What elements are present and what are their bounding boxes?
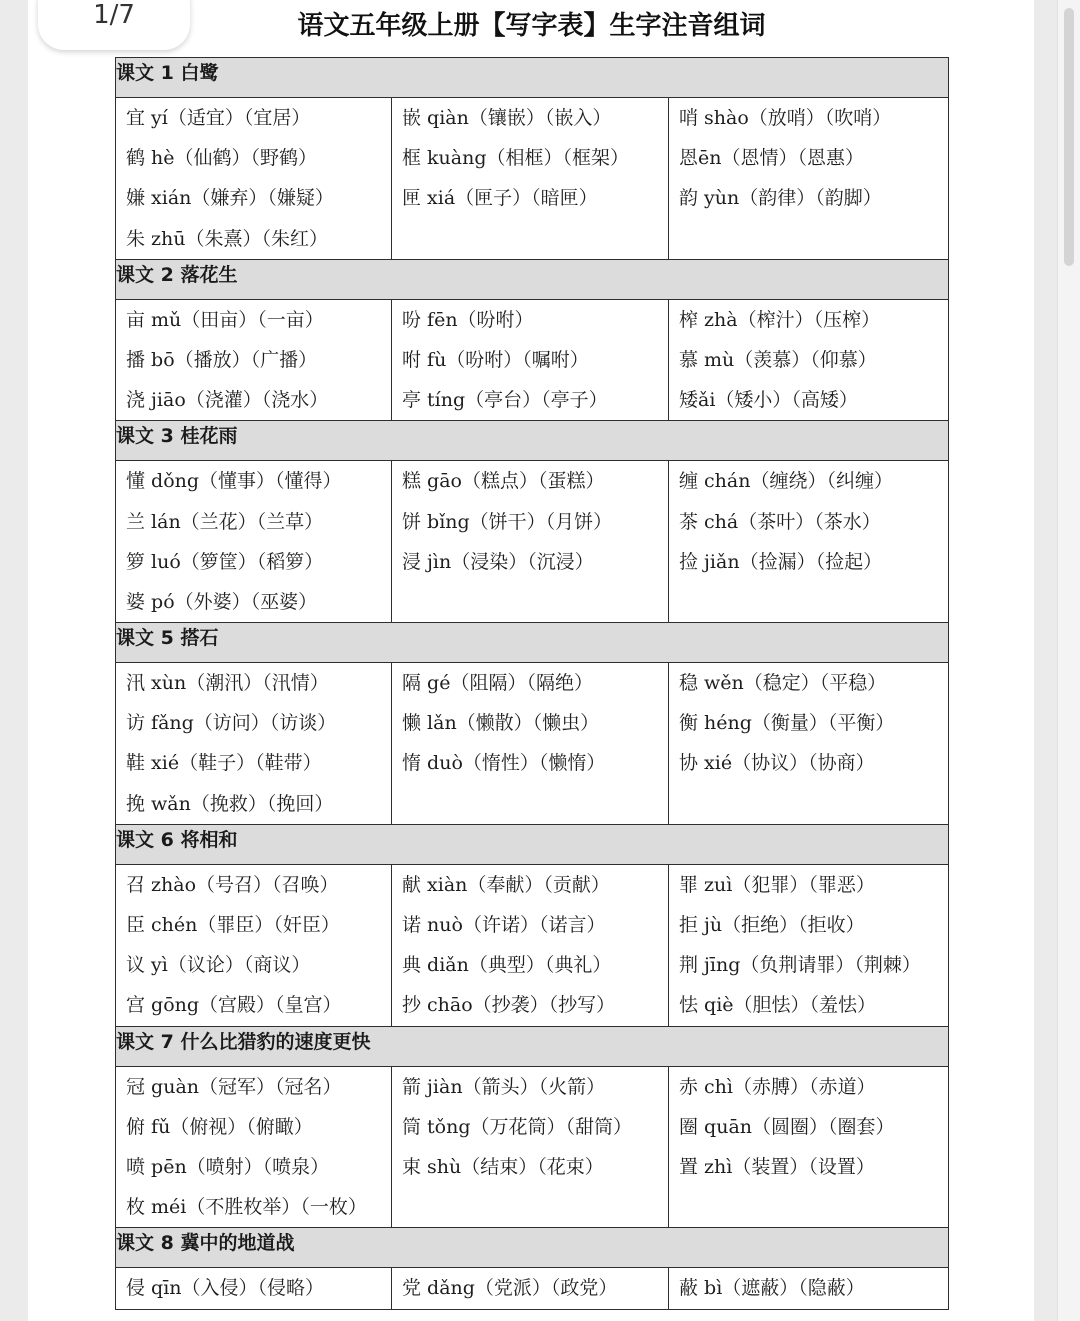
word-entry: 哨 shào（放哨）（吹哨）: [679, 107, 892, 129]
lesson-body-row: [116, 461, 949, 623]
table-cell: [669, 864, 949, 1026]
word-entry: 糕 gāo（糕点）（蛋糕）: [402, 470, 605, 493]
table-cell: [392, 663, 669, 825]
word-entry: 鞋 xié（鞋子）（鞋带）: [126, 752, 322, 775]
word-entry: 吩 fēn（吩咐）: [402, 308, 534, 331]
word-entry: 缠 chán（缠绕）（纠缠）: [679, 470, 893, 493]
word-entry: 访 fǎng（访问）（访谈）: [126, 712, 337, 735]
table-cell: [116, 864, 392, 1026]
table-cell: [116, 663, 392, 825]
word-entry: 蔽 bì（遮蔽）（隐蔽）: [679, 1277, 865, 1300]
lesson-header-row: [116, 1026, 949, 1066]
word-entry: 筒 tǒng（万花筒）（甜筒）: [402, 1115, 633, 1138]
table-cell: [116, 299, 392, 421]
word-entry: 嫌 xián（嫌弃）（嫌疑）: [126, 187, 334, 210]
lesson-heading: 课文 7 什么比猎豹的速度更快: [116, 1026, 949, 1066]
lesson-header-row: [116, 421, 949, 461]
word-entry: 惰 duò（惰性）（懒惰）: [402, 752, 606, 775]
lesson-body-row: [116, 299, 949, 421]
word-entry: 置 zhì（装置）（设置）: [679, 1155, 875, 1178]
word-entry: 婆 pó（外婆）（巫婆）: [126, 590, 318, 613]
word-entry: 框 kuàng（相框）（框架）: [402, 147, 630, 170]
lesson-body-row: [116, 98, 949, 260]
word-entry: 宫 gōng（宫殿）（皇宫）: [126, 994, 342, 1017]
table-cell: [392, 299, 669, 421]
lesson-heading: 课文 2 落花生: [116, 259, 949, 299]
scrollbar-thumb[interactable]: [1064, 8, 1074, 266]
lesson-heading: 课文 8 冀中的地道战: [116, 1228, 949, 1268]
word-entry: 宜 yí（适宜）（宜居）: [126, 107, 311, 129]
word-entry: 矮ǎi（矮小）（高矮）: [679, 389, 858, 412]
lesson-header-row: [116, 58, 949, 98]
word-entry: 臣 chén（罪臣）（奸臣）: [126, 914, 340, 936]
word-entry: 俯 fǔ（俯视）（俯瞰）: [126, 1115, 313, 1138]
table-cell: [392, 864, 669, 1026]
lesson-body-row: [116, 864, 949, 1026]
word-entry: 浸 jìn（浸染）（沉浸）: [402, 550, 594, 573]
word-entry: 汛 xùn（潮汛）（汛情）: [126, 672, 329, 695]
word-entry: 亭 tíng（亭台）（亭子）: [402, 389, 608, 412]
word-entry: 圈 quān（圆圈）（圈套）: [679, 1115, 895, 1138]
word-entry: 拒 jù（拒绝）（拒收）: [679, 914, 865, 936]
word-entry: 挽 wǎn（挽救）（挽回）: [126, 792, 334, 815]
lesson-heading: 课文 3 桂花雨: [116, 421, 949, 461]
table-cell: [116, 98, 392, 260]
word-entry: 咐 fù（吩咐）（嘱咐）: [402, 348, 589, 371]
word-entry: 怯 qiè（胆怯）（羞怯）: [679, 994, 877, 1017]
word-entry: 典 diǎn（典型）（典礼）: [402, 954, 612, 977]
lesson-header-row: [116, 1228, 949, 1268]
table-cell: [669, 461, 949, 623]
word-entry: 懒 lǎn（懒散）（懒虫）: [402, 712, 600, 735]
word-entry: 慕 mù（羡慕）（仰慕）: [679, 348, 877, 371]
word-entry: 饼 bǐng（饼干）（月饼）: [402, 510, 613, 533]
word-entry: 匣 xiá（匣子）（暗匣）: [402, 187, 598, 210]
lesson-header-row: [116, 259, 949, 299]
word-entry: 侵 qīn（入侵）（侵略）: [126, 1277, 325, 1300]
word-entry: 播 bō（播放）（广播）: [126, 348, 318, 371]
word-entry: 党 dǎng（党派）（政党）: [402, 1277, 618, 1300]
lesson-header-row: [116, 623, 949, 663]
word-entry: 恩ēn（恩情）（恩惠）: [679, 147, 864, 170]
word-entry: 荆 jīng（负荆请罪）（荆棘）: [679, 954, 921, 977]
table-cell: [392, 1268, 669, 1309]
word-entry: 箩 luó（箩筐）（稻箩）: [126, 550, 324, 573]
word-entry: 献 xiàn（奉献）（贡献）: [402, 873, 610, 896]
word-entry: 衡 héng（衡量）（平衡）: [679, 712, 895, 735]
table-cell: [669, 1066, 949, 1228]
word-entry: 朱 zhū（朱熹）（朱红）: [126, 227, 329, 250]
table-cell: [392, 98, 669, 260]
word-entry: 束 shù（结束）（花束）: [402, 1155, 604, 1178]
word-entry: 箭 jiàn（箭头）（火箭）: [402, 1075, 606, 1098]
word-entry: 枚 méi（不胜枚举）（一枚）: [126, 1196, 367, 1219]
word-entry: 嵌 qiàn（镶嵌）（嵌入）: [402, 107, 612, 129]
character-table: [115, 57, 949, 1310]
table-cell: [669, 299, 949, 421]
lesson-heading: 课文 1 白鹭: [116, 58, 949, 98]
word-entry: 罪 zuì（犯罪）（罪恶）: [679, 873, 875, 896]
word-entry: 捡 jiǎn（捡漏）（捡起）: [679, 550, 883, 573]
lesson-heading: 课文 5 搭石: [116, 623, 949, 663]
word-entry: 议 yì（议论）（商议）: [126, 954, 311, 977]
table-cell: [669, 1268, 949, 1309]
table-cell: [669, 663, 949, 825]
word-entry: 稳 wěn（稳定）（平稳）: [679, 672, 887, 695]
word-entry: 兰 lán（兰花）（兰草）: [126, 510, 324, 533]
lesson-heading: 课文 6 将相和: [116, 824, 949, 864]
word-entry: 亩 mǔ（田亩）（一亩）: [126, 308, 324, 331]
word-entry: 冠 guàn（冠军）（冠名）: [126, 1075, 342, 1098]
table-cell: [116, 1066, 392, 1228]
lesson-body-row: [116, 1268, 949, 1309]
word-entry: 赤 chì（赤膊）（赤道）: [679, 1075, 876, 1098]
page-title: 语文五年级上册【写字表】生字注音组词: [297, 11, 766, 41]
word-entry: 隔 gé（阻隔）（隔绝）: [402, 672, 593, 695]
word-entry: 榨 zhà（榨汁）（压榨）: [679, 308, 881, 331]
table-cell: [669, 98, 949, 260]
word-entry: 韵 yùn（韵律）（韵脚）: [679, 187, 882, 210]
lesson-header-row: [116, 824, 949, 864]
lesson-body-row: [116, 663, 949, 825]
word-entry: 召 zhào（号召）（召唤）: [126, 873, 339, 896]
lesson-body-row: [116, 1066, 949, 1228]
page-indicator: 1/7: [38, 0, 190, 50]
word-entry: 诺 nuò（许诺）（诺言）: [402, 914, 606, 936]
word-entry: 茶 chá（茶叶）（茶水）: [679, 510, 881, 533]
word-entry: 浇 jiāo（浇灌）（浇水）: [126, 389, 329, 412]
table-cell: [116, 1268, 392, 1309]
table-cell: [392, 1066, 669, 1228]
scrollbar-track[interactable]: [1057, 0, 1080, 1321]
word-entry: 喷 pēn（喷射）（喷泉）: [126, 1155, 330, 1178]
word-entry: 协 xié（协议）（协商）: [679, 752, 875, 775]
table-cell: [116, 461, 392, 623]
table-cell: [392, 461, 669, 623]
word-entry: 懂 dǒng（懂事）（懂得）: [126, 470, 342, 493]
word-entry: 抄 chāo（抄袭）（抄写）: [402, 994, 616, 1017]
word-entry: 鹤 hè（仙鹤）（野鹤）: [126, 147, 318, 170]
